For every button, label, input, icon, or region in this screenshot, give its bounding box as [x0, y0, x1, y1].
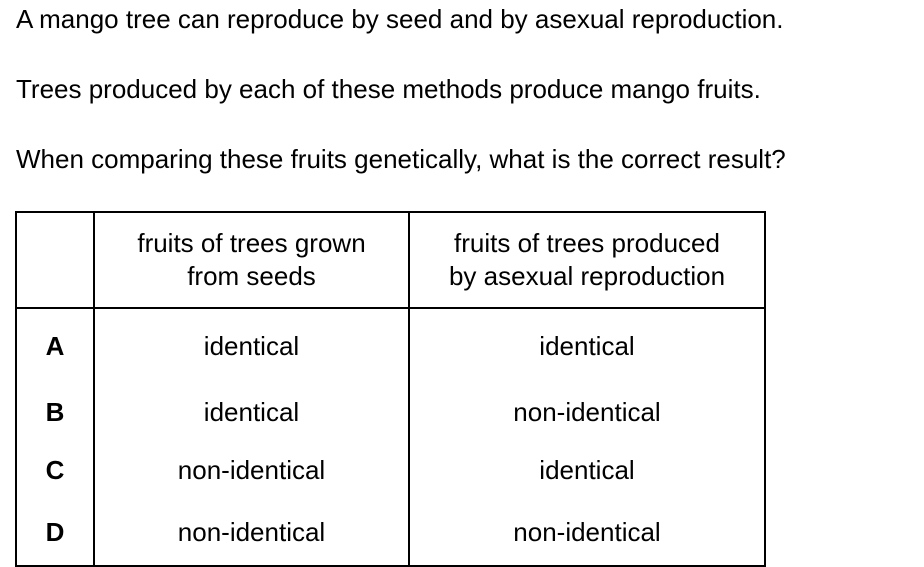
header-seeds-line-1: fruits of trees grown	[137, 228, 366, 258]
asexual-result: non-identical	[409, 499, 765, 566]
asexual-result: non-identical	[409, 383, 765, 441]
header-letter-cell	[16, 212, 94, 308]
header-asexual-line-1: fruits of trees produced	[454, 228, 720, 258]
question-line-2: Trees produced by each of these methods produce mango fruits.	[16, 74, 761, 104]
option-row-c	[16, 441, 765, 499]
seeds-result: identical	[94, 383, 409, 441]
answer-options-table	[15, 211, 766, 567]
seeds-result: non-identical	[94, 499, 409, 566]
header-seeds-line-2: from seeds	[187, 261, 316, 291]
table-header-row	[16, 212, 765, 308]
option-row-a	[16, 308, 765, 383]
header-asexual-line-2: by asexual reproduction	[448, 261, 726, 291]
header-asexual-column	[409, 212, 765, 308]
question-line-1: A mango tree can reproduce by seed and by asexual reproduction.	[16, 4, 784, 34]
option-row-b	[16, 383, 765, 441]
asexual-result: identical	[409, 441, 765, 499]
option-letter: B	[16, 383, 94, 441]
option-letter: D	[16, 499, 94, 566]
seeds-result: identical	[94, 308, 409, 383]
option-row-d	[16, 499, 765, 566]
option-letter: C	[16, 441, 94, 499]
seeds-result: non-identical	[94, 441, 409, 499]
header-seeds-column	[94, 212, 409, 308]
option-letter: A	[16, 308, 94, 383]
question-line-3: When comparing these fruits genetically, what is the correct result?	[16, 144, 786, 174]
asexual-result: identical	[409, 308, 765, 383]
